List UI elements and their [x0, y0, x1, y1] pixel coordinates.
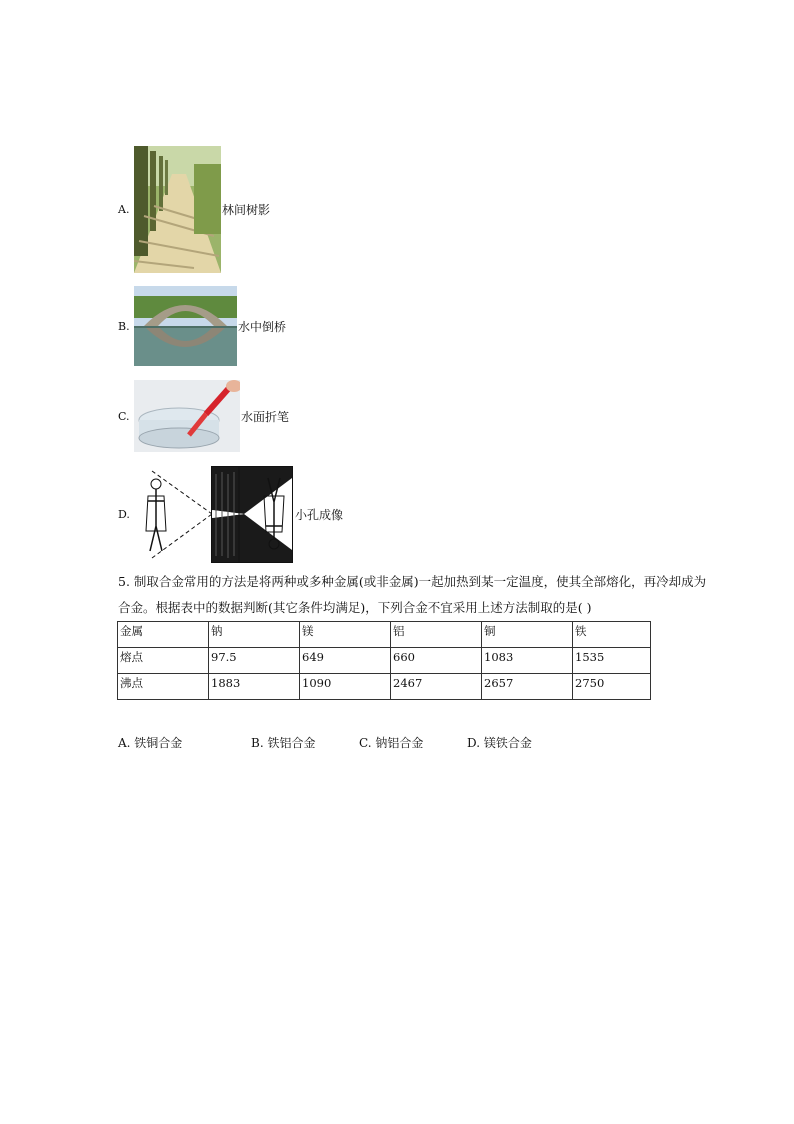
question-line-2: 合金。根据表中的数据判断(其它条件均满足)，下列合金不宜采用上述方法制取的是( ) — [118, 600, 592, 615]
table-cell: 沸点 — [118, 674, 209, 700]
option-letter: A. — [118, 203, 130, 216]
table-cell: 金属 — [118, 622, 209, 648]
table-cell: 铁 — [573, 622, 651, 648]
table-cell: 1083 — [482, 648, 573, 674]
answer-choice-b[interactable]: B. 铁铝合金 — [251, 736, 316, 750]
table-cell: 660 — [391, 648, 482, 674]
option-letter: B. — [118, 319, 130, 333]
option-letter: D. — [118, 508, 130, 521]
option-caption: 水面折笔 — [241, 409, 290, 424]
table-cell: 1090 — [300, 674, 391, 700]
table-cell: 钠 — [209, 622, 300, 648]
option-d[interactable] — [118, 466, 343, 563]
table-cell: 铜 — [482, 622, 573, 648]
table-cell: 镁 — [300, 622, 391, 648]
tree-path-photo — [134, 146, 221, 273]
table-cell: 97.5 — [209, 648, 300, 674]
bridge-reflection-photo — [134, 286, 237, 366]
option-caption: 林间树影 — [222, 203, 271, 217]
table-cell: 2657 — [482, 674, 573, 700]
table-cell: 铝 — [391, 622, 482, 648]
table-cell: 649 — [300, 648, 391, 674]
table-row — [118, 648, 651, 674]
option-letter: C. — [118, 409, 130, 423]
pinhole-camera-diagram — [134, 466, 294, 563]
option-c[interactable] — [118, 380, 289, 452]
table-cell: 1535 — [573, 648, 651, 674]
table-cell: 1883 — [209, 674, 300, 700]
answer-choice-c[interactable]: C. 钠铝合金 — [359, 736, 424, 750]
bent-pen-in-water-photo — [134, 380, 240, 452]
question-line-1: 5. 制取合金常用的方法是将两种或多种金属(或非金属)一起加热到某一定温度，使其全部熔化，再冷却成为 — [118, 574, 707, 589]
table-cell: 2467 — [391, 674, 482, 700]
table-header-row — [118, 622, 651, 648]
table-cell: 2750 — [573, 674, 651, 700]
option-a[interactable] — [118, 146, 270, 273]
table-cell: 熔点 — [118, 648, 209, 674]
option-b[interactable] — [118, 286, 286, 366]
table-row — [118, 674, 651, 700]
option-caption: 水中倒桥 — [238, 319, 287, 334]
metal-properties-table — [117, 621, 651, 700]
option-caption: 小孔成像 — [295, 508, 344, 522]
answer-choice-d[interactable]: D. 镁铁合金 — [467, 736, 532, 750]
answer-choice-a[interactable]: A. 铁铜合金 — [118, 736, 183, 750]
